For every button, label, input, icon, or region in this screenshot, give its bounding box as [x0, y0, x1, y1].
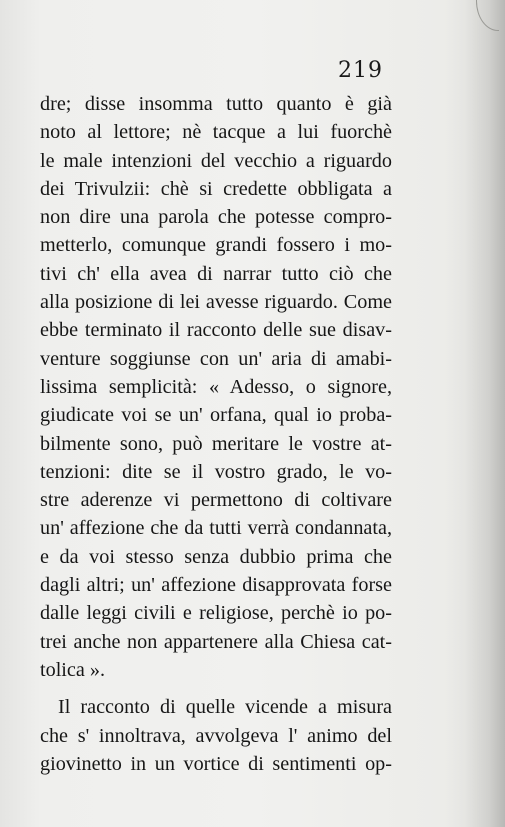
- text-line: dagli altri; un' affezione disapprovata forse: [40, 574, 392, 597]
- paragraph-2: [40, 693, 392, 778]
- text-line: e da voi stesso senza dubbio prima che: [40, 545, 392, 568]
- text-line: dalle leggi civili e religiose, perchè io po-: [40, 602, 392, 625]
- text-line: giudicate voi se un' orfana, qual io proba-: [40, 404, 392, 427]
- text-line: metterlo, comunque grandi fossero i mo-: [40, 234, 392, 257]
- text-line: le male intenzioni del vecchio a riguardo: [40, 149, 392, 172]
- text-line: tivi ch' ella avea di narrar tutto ciò che: [40, 262, 392, 285]
- text-line: noto al lettore; nè tacque a lui fuorchè: [40, 121, 392, 144]
- text-line: tolica ».: [40, 658, 106, 681]
- text-line: un' affezione che da tutti verrà condannata,: [40, 517, 392, 540]
- text-line: dre; disse insomma tutto quanto è già: [40, 93, 392, 115]
- paragraph-1: [40, 90, 392, 684]
- text-line: che s' innoltrava, avvolgeva l' animo del: [40, 724, 392, 747]
- text-line: non dire una parola che potesse compro-: [40, 206, 392, 229]
- text-line: lissima semplicità: « Adesso, o signore,: [40, 375, 392, 398]
- text-line: venture soggiunse con un' aria di amabi-: [40, 347, 392, 370]
- text-line: alla posizione di lei avesse riguardo. Come: [40, 291, 392, 314]
- text-line: tenzioni: dite se il vostro grado, le vo-: [40, 460, 392, 483]
- text-line: stre aderenze vi permettono di coltivare: [40, 489, 392, 512]
- text-line: Il racconto di quelle vicende a misura: [58, 696, 392, 719]
- page-number: 219: [338, 58, 383, 83]
- text-line: ebbe terminato il racconto delle sue disav-: [40, 319, 392, 342]
- text-line: trei anche non appartenere alla Chiesa cat-: [40, 630, 392, 653]
- text-line: bilmente sono, può meritare le vostre at-: [40, 432, 392, 455]
- text-line: dei Trivulzii: chè si credette obbligata a: [40, 177, 392, 200]
- body-text: [40, 90, 392, 778]
- paragraph-gap: [40, 684, 392, 693]
- text-line: giovinetto in un vortice di sentimenti op-: [40, 752, 392, 775]
- page-edge-shadow: [465, 0, 505, 827]
